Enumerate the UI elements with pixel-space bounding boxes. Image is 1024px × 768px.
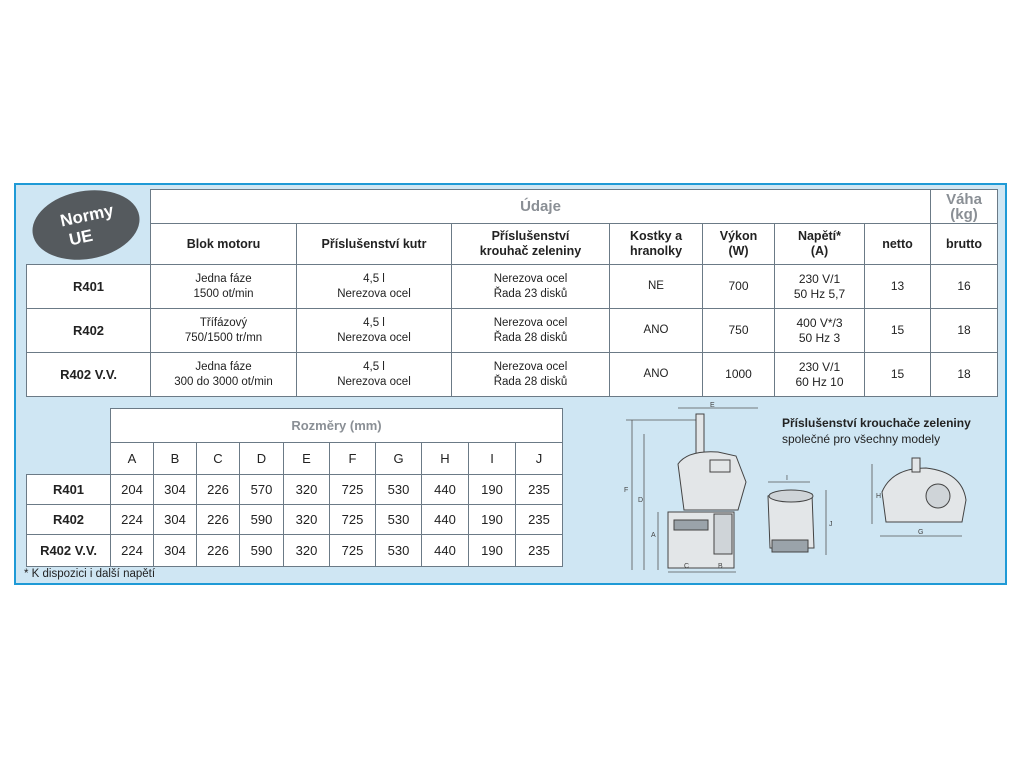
cell-kroubac xyxy=(452,353,610,397)
cell-kostky: ANO xyxy=(610,309,703,353)
specs-table xyxy=(26,189,998,397)
row-model: R402 xyxy=(27,309,151,353)
dims-header-b: B xyxy=(154,443,197,475)
dims-cell: 190 xyxy=(469,505,516,535)
col-header-kroubac-l1: Příslušenství xyxy=(491,229,570,243)
dims-header-d: D xyxy=(240,443,284,475)
accessory-title: Příslušenství krouchače zeleniny xyxy=(782,416,971,430)
machine-drawing xyxy=(618,402,768,582)
cell-kutr xyxy=(297,353,452,397)
cell-motor-l1: Jedna fáze xyxy=(195,272,252,285)
row-model: R402 V.V. xyxy=(27,353,151,397)
cell-kutr xyxy=(297,309,452,353)
dims-title: Rozměry (mm) xyxy=(111,409,563,443)
col-header-vykon-l2: (W) xyxy=(728,244,749,258)
label-b: B xyxy=(718,563,723,570)
dims-header-i: I xyxy=(469,443,516,475)
dims-header-e: E xyxy=(284,443,330,475)
col-header-napeti-l2: (A) xyxy=(810,244,829,258)
cell-vykon: 1000 xyxy=(703,353,775,397)
dims-cell: 224 xyxy=(111,535,154,567)
cell-brutto: 18 xyxy=(931,309,998,353)
cell-kutr-l2: Nerezova ocel xyxy=(337,287,411,300)
label-c: C xyxy=(684,563,690,570)
table-row xyxy=(27,535,563,567)
table-row xyxy=(27,475,563,505)
dims-row-model: R401 xyxy=(27,475,111,505)
col-header-napeti-l1: Napětí* xyxy=(797,229,842,243)
cell-netto: 13 xyxy=(865,265,931,309)
cell-kroubac-l2: Řada 23 disků xyxy=(493,287,568,300)
dims-cell: 725 xyxy=(330,505,376,535)
dims-corner-blank-2 xyxy=(27,443,111,475)
label-i: I xyxy=(786,475,788,482)
col-header-kroubac-l2: krouhač zeleniny xyxy=(479,244,582,258)
dims-cell: 530 xyxy=(376,505,422,535)
dims-cell: 235 xyxy=(516,505,563,535)
cell-brutto: 18 xyxy=(931,353,998,397)
table-row xyxy=(27,265,998,309)
dims-cell: 590 xyxy=(240,535,284,567)
dims-cell: 440 xyxy=(422,535,469,567)
cell-kutr-l2: Nerezova ocel xyxy=(337,375,411,388)
label-f: F xyxy=(624,487,629,494)
cell-kroubac-l1: Nerezova ocel xyxy=(493,360,568,373)
cell-kroubac-l2: Řada 28 disků xyxy=(493,375,568,388)
col-header-motor: Blok motoru xyxy=(151,224,297,265)
label-e: E xyxy=(710,402,715,409)
label-h: H xyxy=(876,493,882,500)
dims-cell: 226 xyxy=(197,475,240,505)
dims-cell: 440 xyxy=(422,475,469,505)
dims-cell: 320 xyxy=(284,535,330,567)
cell-kroubac-l2: Řada 28 disků xyxy=(493,331,568,344)
col-header-netto: netto xyxy=(865,224,931,265)
col-header-kostky-l1: Kostky a xyxy=(629,229,683,243)
cell-kutr-l1: 4,5 l xyxy=(363,316,385,329)
cell-kostky: NE xyxy=(610,265,703,309)
dims-cell: 530 xyxy=(376,475,422,505)
cell-napeti-l2: 50 Hz 3 xyxy=(798,330,841,345)
slicer-drawing xyxy=(866,452,976,542)
cell-kutr xyxy=(297,265,452,309)
cell-kroubac xyxy=(452,265,610,309)
dims-cell: 725 xyxy=(330,535,376,567)
badge-line2: UE xyxy=(67,225,95,250)
table-row xyxy=(27,353,998,397)
cell-napeti xyxy=(775,265,865,309)
cell-napeti-l2: 60 Hz 10 xyxy=(795,374,844,389)
cell-kostky: ANO xyxy=(610,353,703,397)
cell-motor-l2: 1500 ot/min xyxy=(193,287,254,300)
cell-napeti-l1: 230 V/1 xyxy=(798,271,841,286)
cell-vykon: 700 xyxy=(703,265,775,309)
dims-cell: 190 xyxy=(469,535,516,567)
dims-row-model: R402 xyxy=(27,505,111,535)
dimensions-table xyxy=(26,408,563,567)
col-header-vykon-l1: Výkon xyxy=(719,229,758,243)
dims-cell: 224 xyxy=(111,505,154,535)
cell-napeti-l1: 400 V*/3 xyxy=(796,315,843,330)
dims-cell: 204 xyxy=(111,475,154,505)
col-header-kostky-l2: hranolky xyxy=(629,244,683,258)
cell-vykon: 750 xyxy=(703,309,775,353)
cell-kroubac xyxy=(452,309,610,353)
dims-header-g: G xyxy=(376,443,422,475)
col-header-brutto: brutto xyxy=(931,224,998,265)
cell-napeti xyxy=(775,309,865,353)
dims-cell: 725 xyxy=(330,475,376,505)
footnote: * K dispozici i další napětí xyxy=(24,568,156,580)
cell-napeti-l2: 50 Hz 5,7 xyxy=(793,286,846,301)
cell-motor-l1: Jedna fáze xyxy=(195,360,252,373)
cell-kroubac-l1: Nerezova ocel xyxy=(493,272,568,285)
label-d: D xyxy=(638,497,644,504)
col-header-kostky xyxy=(610,224,703,265)
cell-netto: 15 xyxy=(865,353,931,397)
cell-motor xyxy=(151,265,297,309)
col-header-vykon xyxy=(703,224,775,265)
table-row xyxy=(27,505,563,535)
cell-kutr-l1: 4,5 l xyxy=(363,272,385,285)
dims-cell: 226 xyxy=(197,535,240,567)
cell-kutr-l1: 4,5 l xyxy=(363,360,385,373)
dims-cell: 304 xyxy=(154,535,197,567)
dims-header-a: A xyxy=(111,443,154,475)
col-header-napeti xyxy=(775,224,865,265)
cell-napeti xyxy=(775,353,865,397)
col-header-kroubac xyxy=(452,224,610,265)
dims-corner-blank xyxy=(27,409,111,443)
dims-header-f: F xyxy=(330,443,376,475)
dims-cell: 190 xyxy=(469,475,516,505)
cell-motor-l2: 300 do 3000 ot/min xyxy=(174,375,273,388)
cell-motor-l2: 750/1500 tr/mn xyxy=(184,331,263,344)
row-model: R401 xyxy=(27,265,151,309)
group-header-weight: Váha (kg) xyxy=(931,190,998,224)
label-j: J xyxy=(829,521,833,528)
dims-cell: 235 xyxy=(516,535,563,567)
dims-cell: 530 xyxy=(376,535,422,567)
cell-motor xyxy=(151,309,297,353)
cell-kutr-l2: Nerezova ocel xyxy=(337,331,411,344)
cell-motor xyxy=(151,353,297,397)
dims-cell: 304 xyxy=(154,505,197,535)
dims-cell: 320 xyxy=(284,475,330,505)
col-header-kutr: Příslušenství kutr xyxy=(297,224,452,265)
dims-cell: 226 xyxy=(197,505,240,535)
dims-cell: 235 xyxy=(516,475,563,505)
label-a: A xyxy=(651,532,656,539)
dims-header-h: H xyxy=(422,443,469,475)
cutter-drawing xyxy=(758,470,838,570)
cell-netto: 15 xyxy=(865,309,931,353)
dims-header-j: J xyxy=(516,443,563,475)
cell-brutto: 16 xyxy=(931,265,998,309)
label-g: G xyxy=(918,529,924,536)
table-row xyxy=(27,309,998,353)
cell-napeti-l1: 230 V/1 xyxy=(798,359,841,374)
cell-motor-l1: Třífázový xyxy=(199,316,248,329)
cell-kroubac-l1: Nerezova ocel xyxy=(493,316,568,329)
dims-header-c: C xyxy=(197,443,240,475)
dims-row-model: R402 V.V. xyxy=(27,535,111,567)
dims-cell: 304 xyxy=(154,475,197,505)
badge-line1: Normy xyxy=(58,200,116,231)
accessory-subtitle: společné pro všechny modely xyxy=(782,432,941,446)
norms-badge xyxy=(30,188,142,262)
dims-cell: 570 xyxy=(240,475,284,505)
dims-cell: 590 xyxy=(240,505,284,535)
dims-cell: 440 xyxy=(422,505,469,535)
group-header-data: Údaje xyxy=(151,190,931,224)
dims-cell: 320 xyxy=(284,505,330,535)
